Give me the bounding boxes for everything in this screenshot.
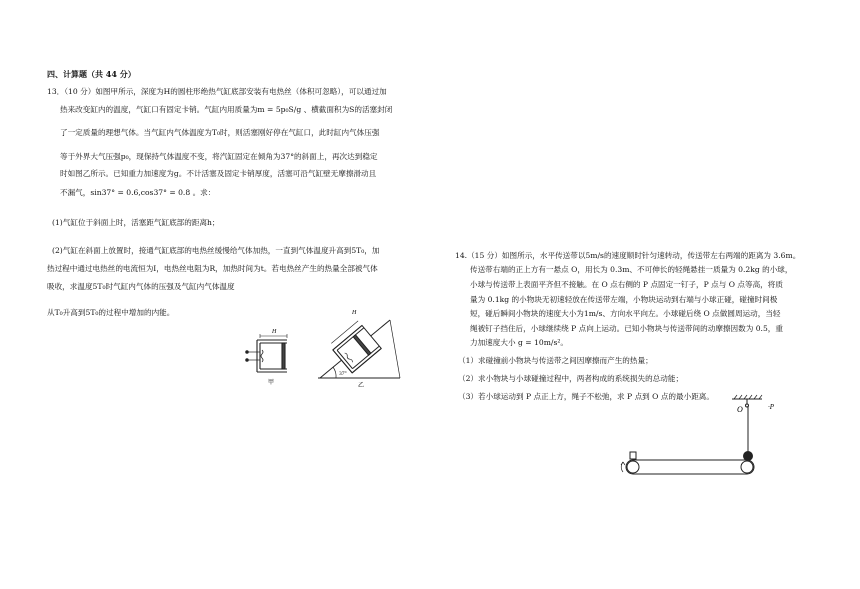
q13-line-3: 了一定质量的理想气体。当气缸内气体温度为T₀时，则活塞刚好停在气缸口，此时缸内气体压强: [60, 128, 380, 137]
section-title: 四、计算题（共 44 分）: [47, 69, 136, 79]
q13-line-5: 时如图乙所示。已知重力加速度为g。不计活塞及固定卡销厚度，活塞可沿气缸壁无摩擦滑动且: [60, 169, 377, 178]
q13-line-4: 等于外界大气压强p₀，现保持气体温度不变，将汽缸固定在倾角为37°的斜面上，再次达到稳定: [60, 152, 378, 161]
q13-sub2-line-3: 吸收，求温度5T₀时气缸内气体的压强及气缸内气体温度: [47, 282, 235, 291]
label-O: O: [737, 405, 743, 414]
q14-figure: [610, 390, 790, 490]
label-jia: 甲: [268, 380, 275, 386]
q14-line-3: 小球与传送带上表面平齐但不接触。在 O 点右侧的 P 点固定一钉子，P 点与 O 点等高，将质: [470, 280, 783, 289]
q14-sub-2: （2）求小物块与小球碰撞过程中，两者构成的系统损失的总动能；: [458, 374, 684, 383]
q14-sub-3: （3）若小球运动到 P 点正上方，绳子不松弛，求 P 点到 O 点的最小距离。: [458, 392, 714, 401]
q13-sub2-line-2: 热过程中通过电热丝的电流恒为I，电热丝电阻为R，加热时间为t。若电热丝产生的热量全部被气体: [47, 264, 378, 273]
q14-line-5: 短，碰后瞬间小物块的速度大小为1m/s、方向水平向左。小球碰后绕 O 点做圆周运动，当轻: [470, 309, 781, 318]
label-angle: 37°: [339, 371, 347, 377]
label-yi: 乙: [358, 383, 365, 389]
q13-line-1: 13．（10 分）如图甲所示，深度为H的圆柱形绝热气缸底部安装有电热丝（体积可忽略），可以通过加: [47, 87, 387, 96]
q13-sub2-tail: 从T₀升高到5T₀的过程中增加的内能。: [47, 308, 175, 317]
q14-sub-1: （1）求碰撞前小物块与传送带之间因摩擦而产生的热量；: [458, 356, 653, 365]
cylinder-jia: [246, 334, 287, 372]
q13-figure: [240, 300, 410, 390]
q14-line-6: 绳被钉子挡住后，小球继续绕 P 点向上运动。已知小物块与传送带间的动摩擦因数为 0.5，重: [470, 324, 783, 333]
q13-sub2-line-1: (2)气缸在斜面上放置时，接通气缸底部的电热丝缓慢给气体加热，一直到气体温度升高到5T₀，加: [52, 246, 380, 255]
label-H-yi: H: [352, 310, 357, 316]
q13-line-6: 不漏气，sin37° = 0.6,cos37° = 0.8 。求：: [60, 188, 216, 197]
label-P: ·P: [768, 403, 775, 411]
label-H-jia: H: [272, 329, 277, 335]
q14-line-7: 力加速度大小 g = 10m/s²。: [470, 338, 568, 347]
q13-sub1: (1)气缸位于斜面上时，活塞距气缸底部的距离h；: [52, 218, 220, 227]
q14-line-1: 14.（15 分）如图所示，水平传送带以5m/s的速度顺时针匀速转动，传送带左右两端的距离为 3.6m。: [455, 251, 801, 260]
q13-line-2: 热来改变缸内的温度，气缸口有固定卡销。气缸内用质量为m = 5p₀S/g 、横截面积为S的活塞封闭: [60, 105, 393, 114]
incline-yi: [318, 320, 400, 378]
q14-line-2: 传送带右端的正上方有一悬点 O，用长为 0.3m、不可伸长的轻绳悬挂一质量为 0.2kg 的小球，: [470, 265, 793, 274]
q14-line-4: 量为 0.1kg 的小物块无初速轻放在传送带左端，小物块运动到右端与小球正碰，碰撞时间极: [470, 295, 778, 304]
